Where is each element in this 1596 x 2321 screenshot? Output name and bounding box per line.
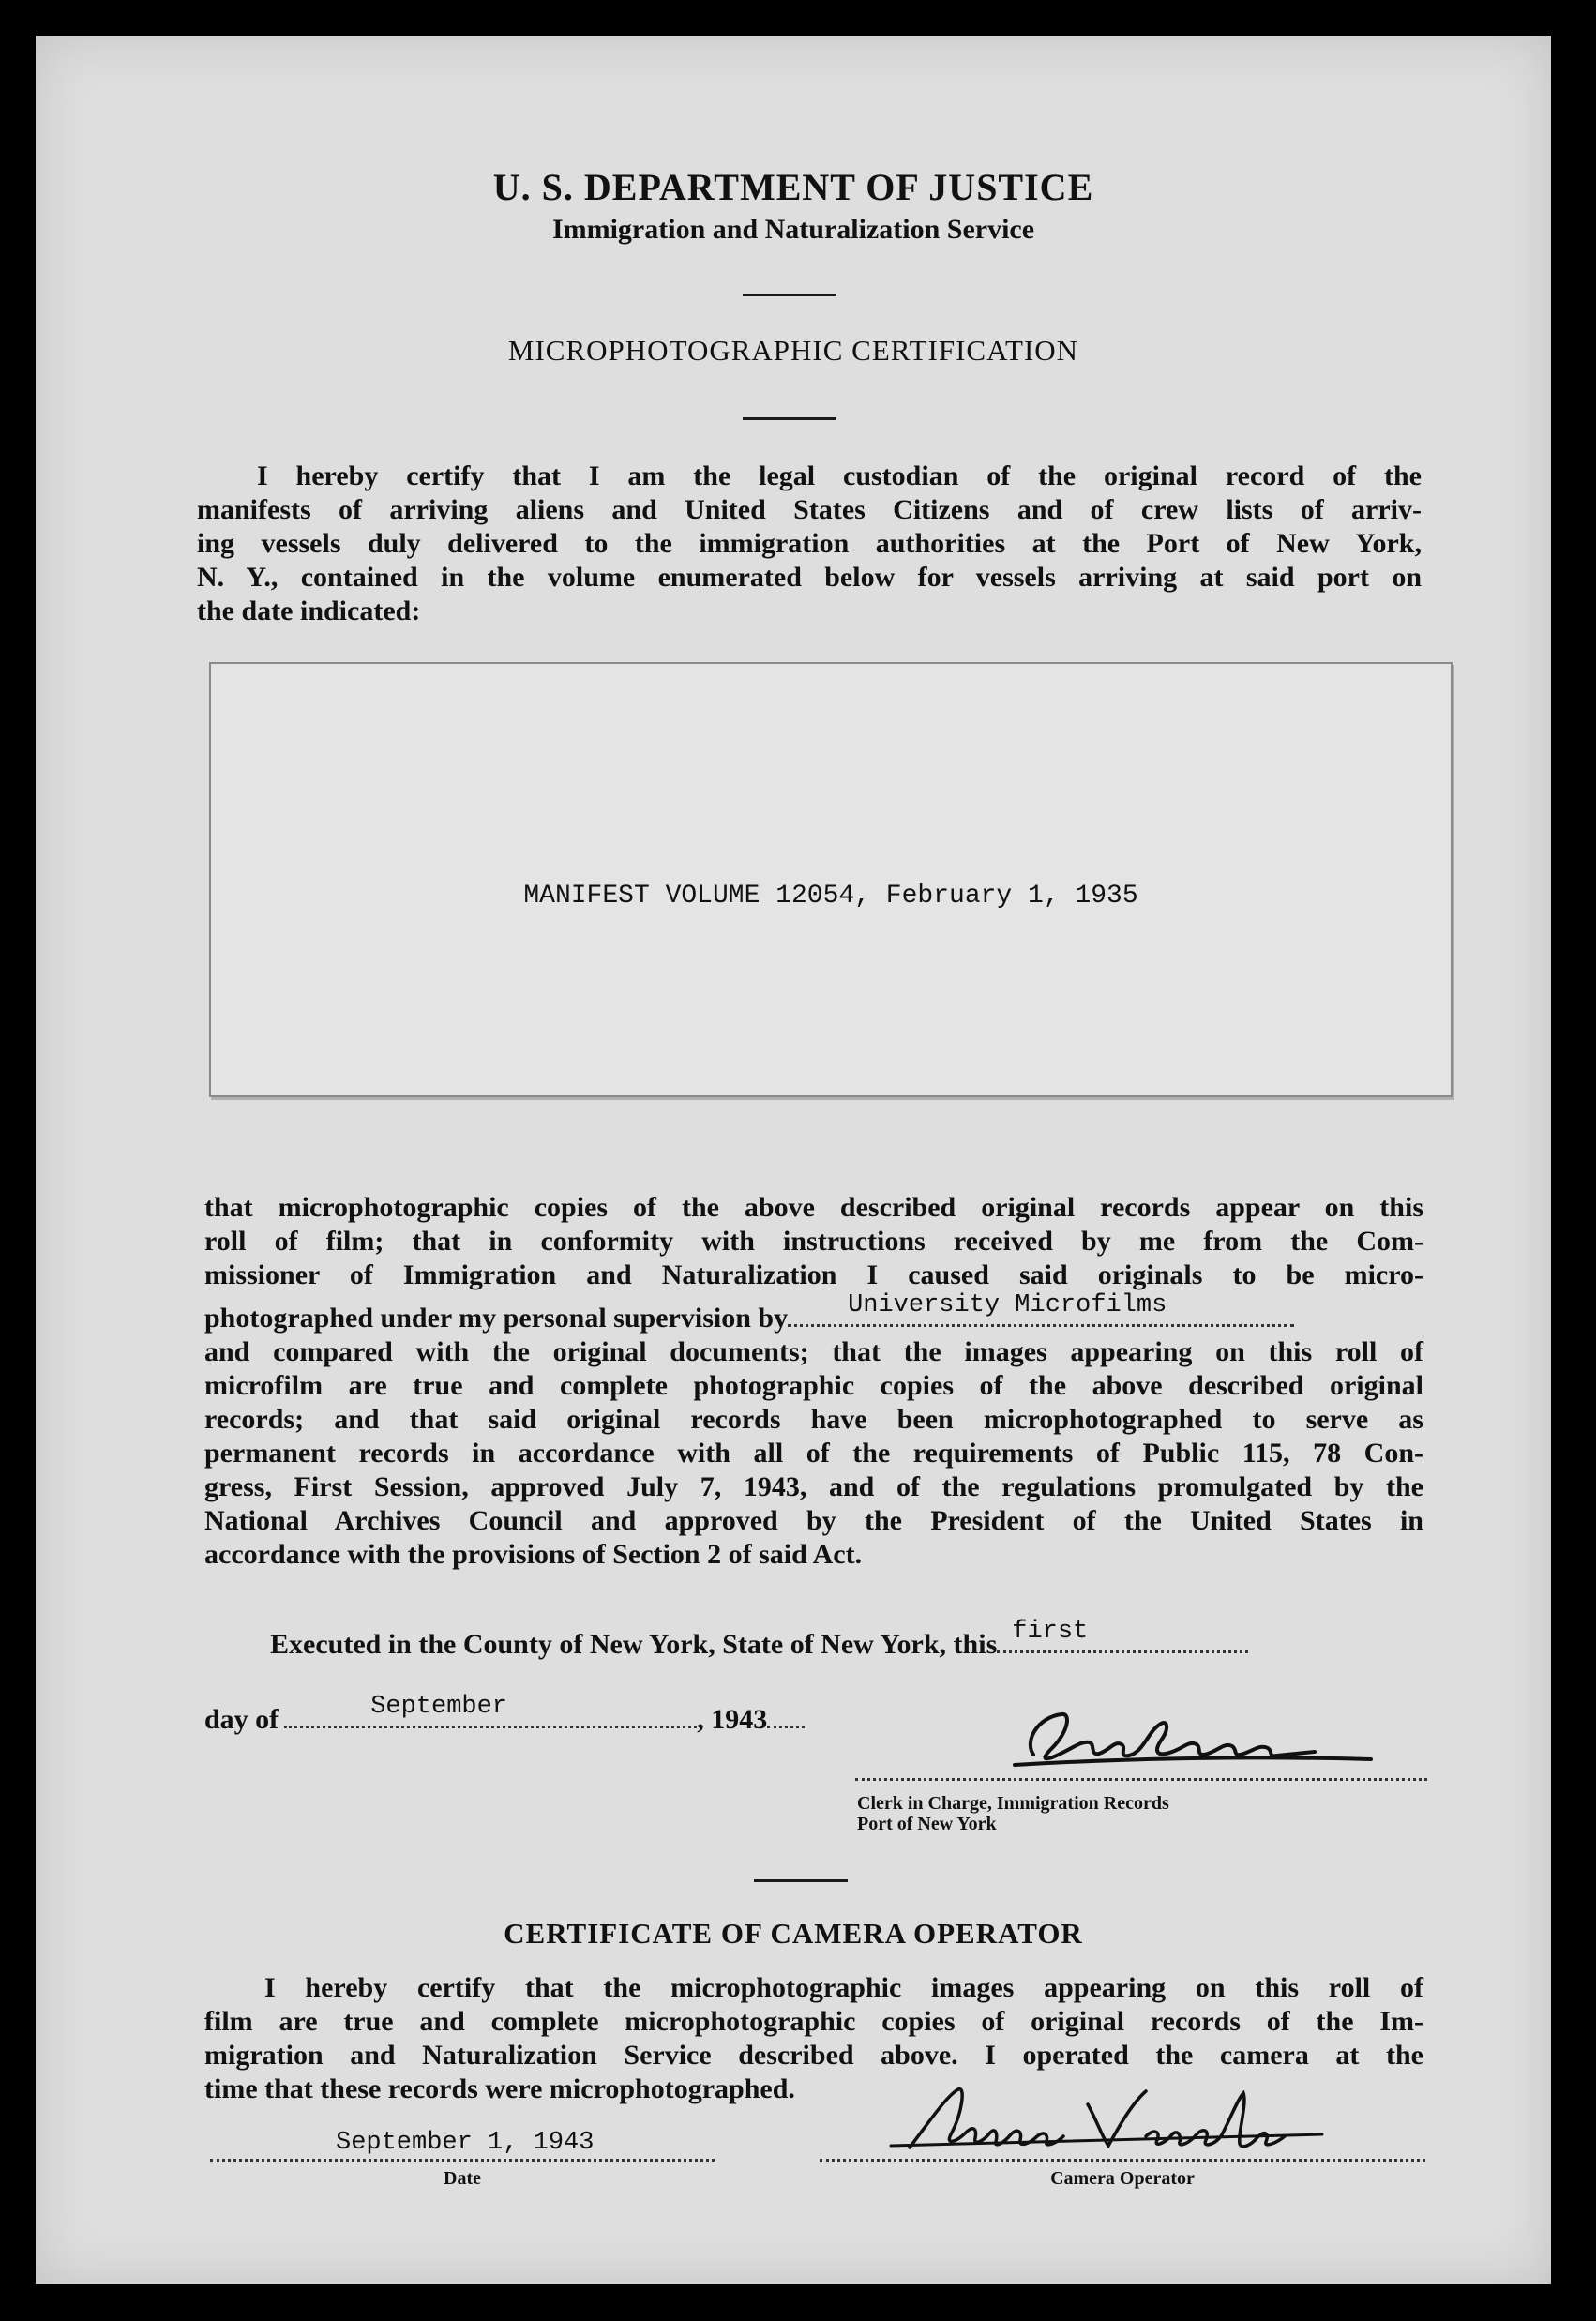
statement-line: National Archives Council and approved by the President of the United States in xyxy=(204,1505,1423,1536)
statement-line: accordance with the provisions of Section 2 of said Act. xyxy=(204,1539,863,1570)
camera-certificate-title: CERTIFICATE OF CAMERA OPERATOR xyxy=(504,1917,1083,1950)
date-label: Date xyxy=(444,2168,481,2189)
divider xyxy=(743,294,836,296)
day-of-label: day of xyxy=(204,1704,279,1735)
statement-line: film are true and complete microphotographic copies of original records of the Im- xyxy=(204,2006,1423,2037)
statement-line: records; and that said original records have been microphotographed to serve as xyxy=(204,1404,1423,1435)
statement-line: that microphotographic copies of the above described original records appear on this xyxy=(204,1192,1423,1223)
divider xyxy=(754,1879,848,1882)
statement-line: permanent records in accordance with all of the requirements of Public 115, 78 Con- xyxy=(204,1438,1423,1469)
statement-line: missioner of Immigration and Naturalization I caused said originals to be micro- xyxy=(204,1259,1423,1290)
certificate-page xyxy=(36,36,1551,2284)
certification-title: MICROPHOTOGRAPHIC CERTIFICATION xyxy=(507,334,1079,367)
service-subtitle: Immigration and Naturalization Service xyxy=(551,214,1035,245)
divider xyxy=(743,417,836,420)
department-title: U. S. DEPARTMENT OF JUSTICE xyxy=(492,166,1094,208)
custodian-statement xyxy=(197,460,1422,628)
month-value: September xyxy=(370,1693,508,1721)
execution-line xyxy=(270,1618,1423,1662)
supervisor-field xyxy=(788,1291,1294,1327)
clerk-title-line: Clerk in Charge, Immigration Records xyxy=(857,1793,1169,1814)
statement-line: migration and Naturalization Service described above. I operated the camera at the xyxy=(204,2040,1423,2071)
day-field xyxy=(997,1618,1248,1653)
statement-line: I hereby certify that the microphotographic images appearing on this roll of xyxy=(264,1972,1423,2003)
operator-signature xyxy=(872,2076,1341,2161)
clerk-signature xyxy=(996,1703,1390,1778)
statement-line: the date indicated: xyxy=(197,595,421,626)
clerk-signature-line xyxy=(855,1712,1427,1781)
clerk-title-line: Port of New York xyxy=(857,1814,997,1834)
manifest-slip xyxy=(209,662,1453,1097)
statement-line: time that these records were microphotographed. xyxy=(204,2073,795,2104)
statement-line: roll of film; that in conformity with instructions received by me from the Com- xyxy=(204,1226,1423,1257)
body-statement xyxy=(204,1191,1423,1572)
statement-line: microfilm are true and complete photographic copies of the above described original xyxy=(204,1370,1423,1401)
month-field xyxy=(284,1693,697,1728)
year-text: , 1943 xyxy=(697,1704,768,1735)
execution-prefix: Executed in the County of New York, State of New York, this xyxy=(270,1629,998,1660)
statement-line: N. Y., contained in the volume enumerated below for vessels arriving at said port on xyxy=(197,562,1422,593)
supervisor-value: University Microfilms xyxy=(848,1291,1167,1319)
day-value: first xyxy=(1012,1618,1089,1646)
statement-line: and compared with the original documents; that the images appearing on this roll of xyxy=(204,1336,1423,1367)
operator-signature-line xyxy=(820,2099,1425,2162)
statement-line: gress, First Session, approved July 7, 1943, and of the regulations promulgated by the xyxy=(204,1471,1423,1502)
statement-line: ing vessels duly delivered to the immigration authorities at the Port of New York, xyxy=(197,528,1422,559)
date-field xyxy=(210,2125,715,2162)
statement-line: manifests of arriving aliens and United States Citizens and of crew lists of arriv- xyxy=(197,494,1422,525)
clerk-title xyxy=(857,1793,1169,1834)
statement-line: I hereby certify that I am the legal custodian of the original record of the xyxy=(257,460,1422,491)
date-line xyxy=(204,1693,861,1737)
supervision-line xyxy=(204,1291,1423,1335)
date-value: September 1, 1943 xyxy=(336,2129,595,2157)
operator-label: Camera Operator xyxy=(1050,2168,1195,2189)
manifest-entry: MANIFEST VOLUME 12054, February 1, 1935 xyxy=(523,882,1138,911)
year-dots xyxy=(767,1726,805,1728)
supervision-prefix: photographed under my personal supervision by xyxy=(204,1303,789,1334)
